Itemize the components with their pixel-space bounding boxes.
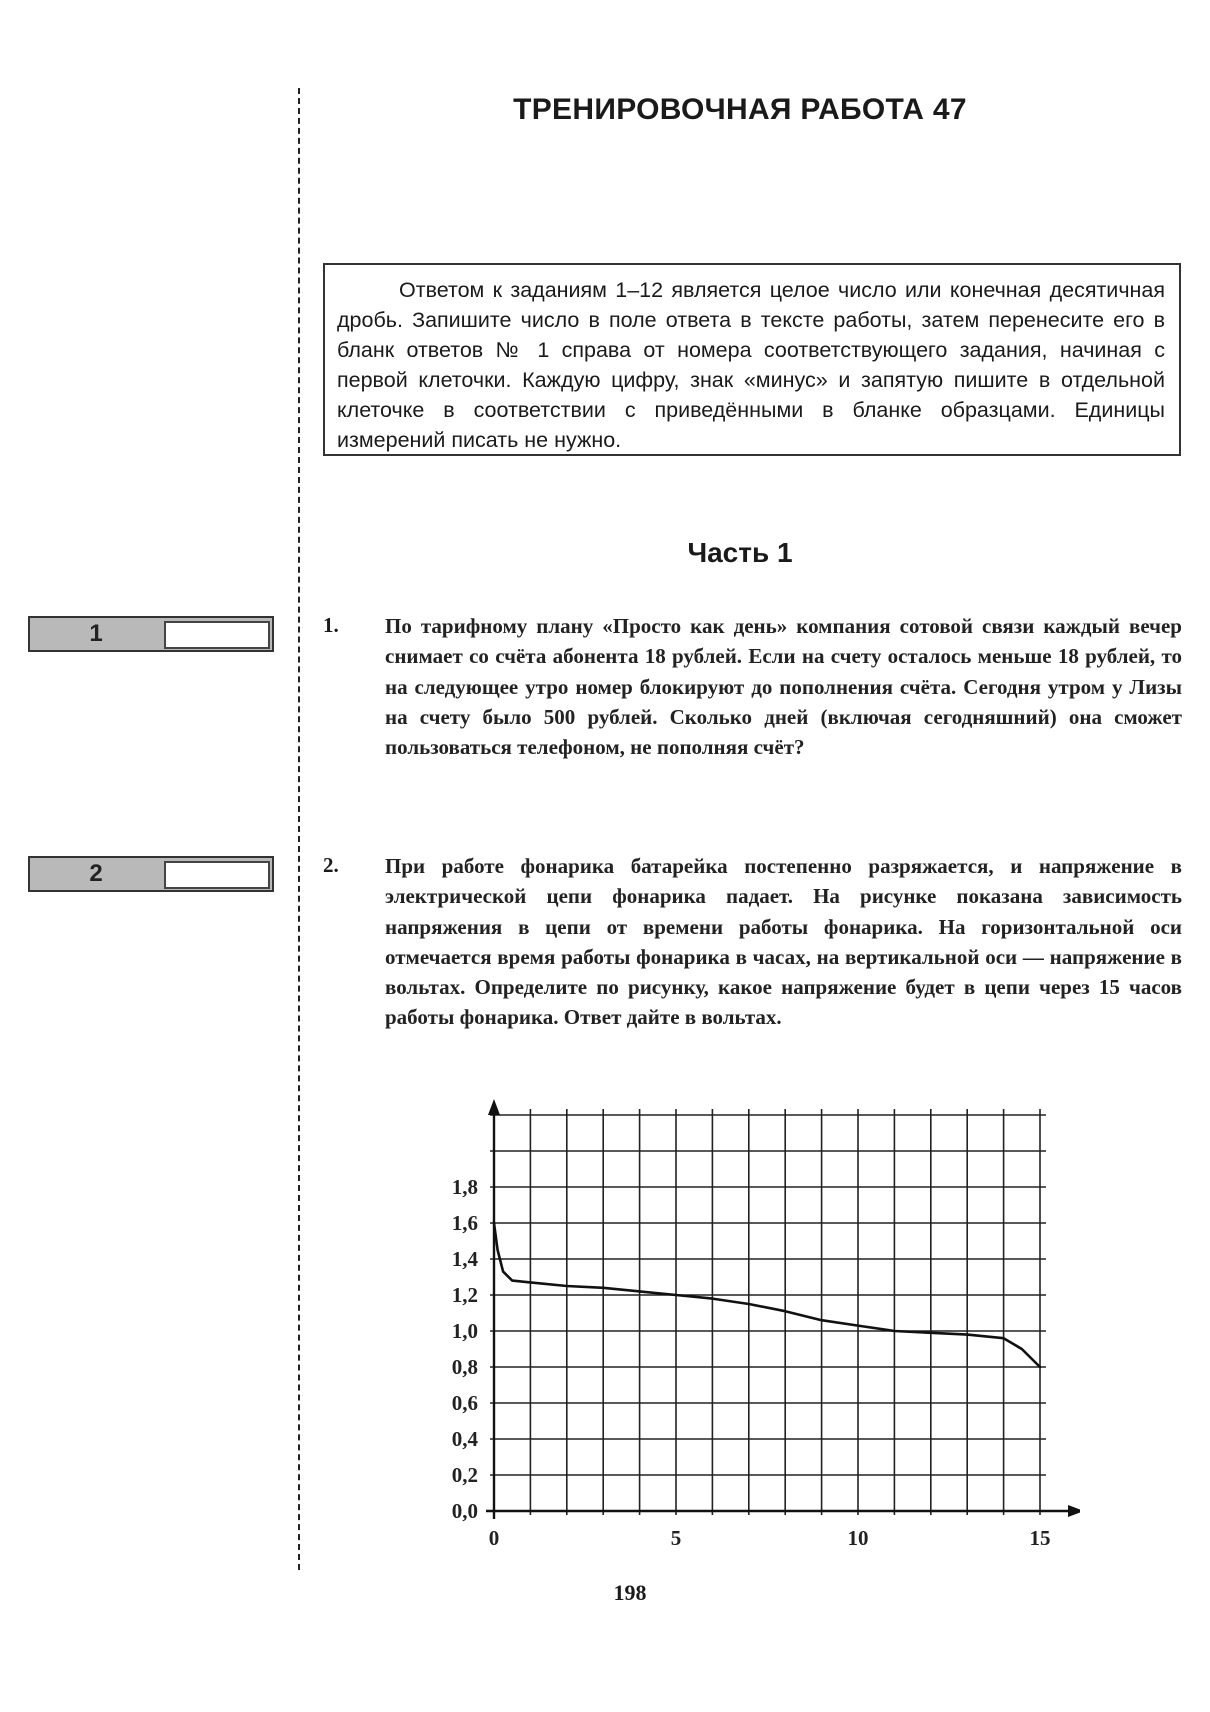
instructions-box: Ответом к заданиям 1–12 является целое число или конечная десятичная дробь. Запишите число в поле ответа в тексте работы, затем перенесите его в бланк ответов № 1 справа от номера соответствующего задания, начиная с первой клеточки. Каждую цифру, знак «минус» и запятую пишите в отдельной клеточке в соответствии с приведёнными в бланке образцами. Единицы измерений писать не нужно. — [323, 263, 1181, 456]
y-tick-label: 1,6 — [451, 1211, 478, 1235]
part-title: Часть 1 — [687, 537, 793, 568]
answer-box-1 — [28, 616, 274, 652]
page-title: ТРЕНИРОВОЧНАЯ РАБОТА 47 — [513, 93, 967, 126]
answer-field[interactable] — [164, 621, 270, 649]
x-tick-label: 5 — [670, 1526, 682, 1550]
task-text: При работе фонарика батарейка постепенно разряжается, и напряжение в электрической цепи фонарика падает. На рисунке показана зависимость напряжения в цепи от времени работы фонарика. На горизонтальной оси отмечается время работы фонарика в часах, на вертикальной оси — напряжение в вольтах. Определите по рисунку, какое напряжение будет в цепи через 15 часов работы фонарика. Ответ дайте в вольтах. — [385, 854, 1182, 1030]
x-tick-label: 10 — [847, 1526, 869, 1550]
y-tick-label: 0,4 — [451, 1427, 478, 1451]
x-axis-arrow — [1068, 1505, 1080, 1517]
answer-box-label: 2 — [89, 860, 103, 887]
chart-axes — [486, 1099, 1080, 1519]
y-tick-label: 1,2 — [451, 1283, 478, 1307]
y-tick-label: 1,0 — [451, 1319, 478, 1343]
y-tick-label: 0,6 — [451, 1391, 478, 1415]
y-axis-arrow — [488, 1099, 500, 1115]
cut-line — [298, 88, 300, 1570]
y-tick-label: 0,8 — [451, 1355, 478, 1379]
task-number: 2. — [323, 853, 339, 877]
x-tick-label: 15 — [1029, 1526, 1051, 1550]
y-tick-label: 1,4 — [451, 1247, 478, 1271]
page-number: 198 — [613, 1580, 647, 1605]
answer-field[interactable] — [164, 861, 270, 889]
x-tick-label: 0 — [488, 1526, 500, 1550]
task-number: 1. — [323, 613, 339, 637]
voltage-chart — [420, 1095, 1080, 1565]
chart-tick-labels — [452, 1175, 1051, 1550]
chart-grid — [490, 1109, 1046, 1515]
y-tick-label: 0,2 — [451, 1463, 478, 1487]
answer-box-2 — [28, 856, 274, 892]
answer-box-label: 1 — [89, 620, 103, 647]
y-tick-label: 0,0 — [451, 1499, 478, 1523]
y-tick-label: 1,8 — [451, 1175, 478, 1199]
task-text: По тарифному плану «Просто как день» компания сотовой связи каждый вечер снимает со счёта абонента 18 рублей. Если на счету осталось меньше 18 рублей, то на следующее утро номер блокируют до пополнения счёта. Сегодня утром у Лизы на счету было 500 рублей. Сколько дней (включая сегодняшний) она сможет пользоваться телефоном, не пополняя счёт? — [385, 614, 1182, 760]
